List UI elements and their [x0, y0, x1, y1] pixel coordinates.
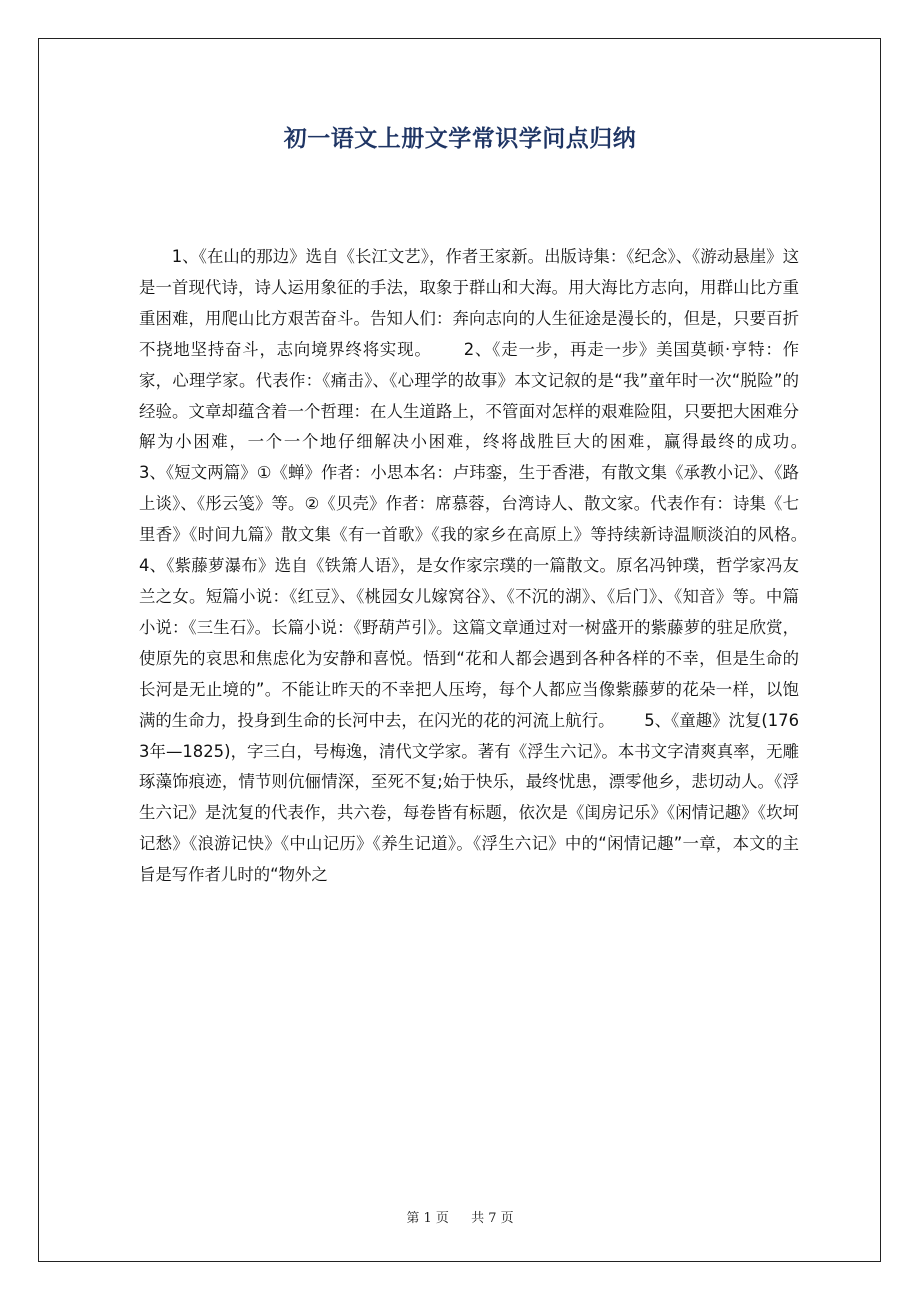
page-number: 第 1 页 — [406, 1211, 449, 1226]
document-body: 1、《在山的那边》选自《长江文艺》，作者王家新。出版诗集：《纪念》、《游动悬崖》这是一首现代诗，诗人运用象征的手法，取象于群山和大海。用大海比方志向，用群山比方重重困难，用爬山比方艰苦奋斗。告知人们：奔向志向的人生征途是漫长的，但是，只要百折不挠地坚持奋斗，志向境界终将实现。 2、《走一步，再走一步》美国莫顿·亨特：作家，心理学家。代表作：《痛击》、《心理学的故事》本文记叙的是“我”童年时一次“脱险”的经验。文章却蕴含着一个哲理：在人生道路上，不管面对怎样的艰难险阻，只要把大困难分解为小困难，一个一个地仔细解决小困难，终将战胜巨大的困难，赢得最终的成功。 3、《短文两篇》①《蝉》作者：小思本名：卢玮銮，生于香港，有散文集《承教小记》、《路上谈》、《彤云笺》等。②《贝壳》作者：席慕蓉，台湾诗人、散文家。代表作有：诗集《七里香》《时间九篇》散文集《有一首歌》《我的家乡在高原上》等持续新诗温顺淡泊的风格。 4、《紫藤萝瀑布》选自《铁箫人语》，是女作家宗璞的一篇散文。原名冯钟璞，哲学家冯友兰之女。短篇小说：《红豆》、《桃园女儿嫁窝谷》、《不沉的湖》、《后门》、《知音》等。中篇小说：《三生石》。长篇小说：《野葫芦引》。这篇文章通过对一树盛开的紫藤萝的驻足欣赏，使原先的哀思和焦虑化为安静和喜悦。悟到“花和人都会遇到各种各样的不幸，但是生命的长河是无止境的”。不能让昨天的不幸把人压垮，每个人都应当像紫藤萝的花朵一样，以饱满的生命力，投身到生命的长河中去，在闪光的花的河流上航行。 5、《童趣》沈复(1763年—1825)，字三白，号梅逸，清代文学家。著有《浮生六记》。本书文字清爽真率，无雕琢藻饰痕迹，情节则伉俪情深，至死不复;始于快乐，最终忧患，漂零他乡，悲切动人。《浮生六记》是沈复的代表作，共六卷，每卷皆有标题，依次是《闺房记乐》《闲情记趣》《坎坷记愁》《浪游记快》《中山记历》《养生记道》。《浮生六记》中的“闲情记趣”一章，本文的主旨是写作者儿时的“物外之 — [139, 247, 837, 885]
document-title: 初一语文上册文学常识学问点归纳 — [283, 126, 637, 152]
page-total: 共 7 页 — [471, 1211, 514, 1226]
page-footer — [0, 1207, 920, 1226]
